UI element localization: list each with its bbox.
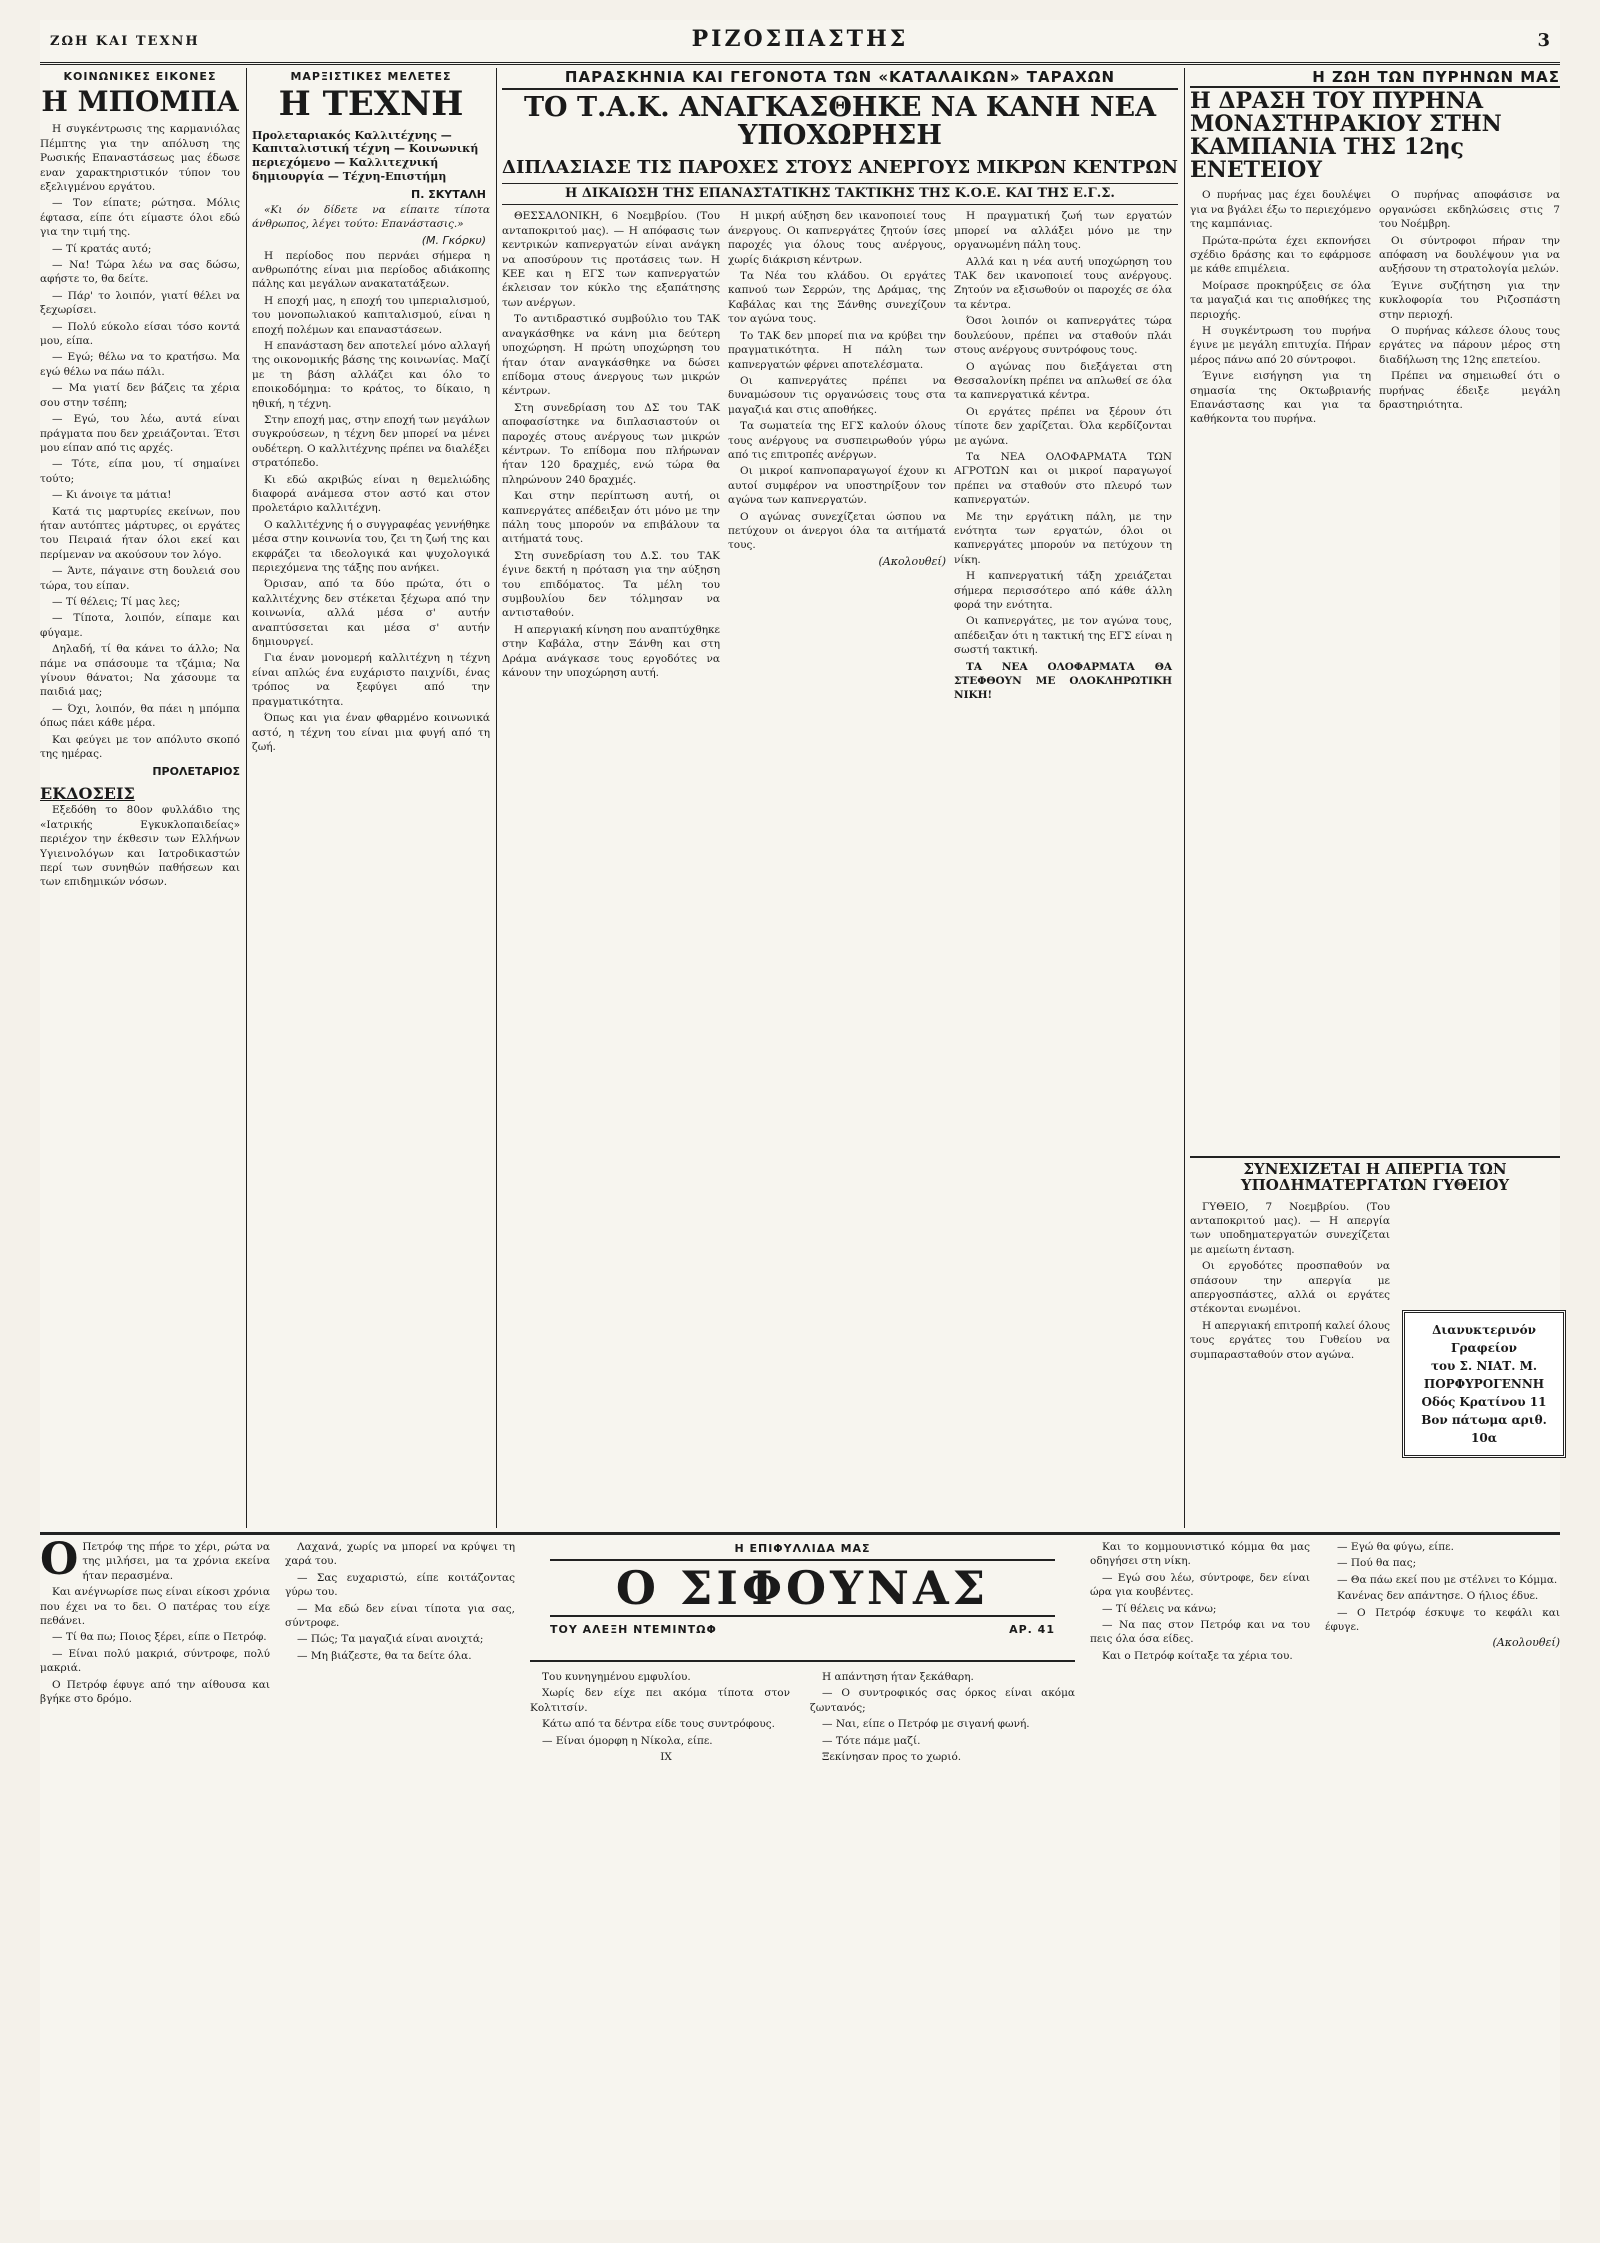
column-rule xyxy=(496,68,497,1528)
advertisement xyxy=(1402,1310,1566,1458)
section-body: Εξεδόθη το 80ον φυλλάδιο της «Ιατρικής Εγκυκλοπαιδείας» περιέχον την έκθεσιν των Ελλήνων Υγιεινολόγων και Ιατροδικαστών περί των συνηθών παθήσεων και των επιδημικών νόσων. xyxy=(40,804,240,889)
column-rule xyxy=(246,68,247,1528)
serial-header xyxy=(530,1540,1075,1662)
column-1 xyxy=(40,68,240,1518)
article-body: Η συγκέντρωσις της καρμανιόλας Πέμπτης για την απόλυση της Ρωσικής Επαναστάσεως μας έδωσε εναν χαρακτηριστικόν τύπον του εξελιγμένου εργάτου. — Τον είπατε; ρώτησα. Μόλις έφτασα, είπε ότι είμαστε όλοι εδώ για την τιμή της. — Τί κρατάς αυτό; — Να! Τώρα λέω να σας δώσω, αφήστε το, θα δείτε. — Πάρ' το λοιπόν, γιατί θέλει να ξεχωρίσει. — Πολύ εύκολο είσαι τόσο κοντά μου, είπα. — Εγώ; θέλω να το κρατήσω. Μα εγώ θέλω να πάω πάλι. — Μα γιατί δεν βάζεις τα χέρια σου στην τσέπη; — Εγώ, του λέω, αυτά είναι πράγματα που δεν χρειάζονται. Έτσι μου είπαν από τις αρχές. — Τότε, είπα μου, τί σημαίνει τούτο; — Κι άνοιγε τα μάτια! Κατά τις μαρτυρίες εκείνων, που ήταν αυτόπτες μάρτυρες, οι εργάτες του Πειραιά ήταν όλοι εκεί και περίμεναν να ακούσουν τον λόγο. — Άντε, πάγαινε στη δουλειά σου τώρα, του είπαν. — Τί θέλεις; Τί μας λες; — Τίποτα, λοιπόν, είπαμε και φύγαμε. Δηλαδή, τί θα κάνει το άλλο; Να πάμε να σπάσουμε τα τζάμια; Να γίνουν θάνατοι; Να χάσουμε τα παιδιά μας; — Όχι, λοιπόν, θα πάει η μπόμπα όπως πάει κάθε μέρα. Και φεύγει με τον απόλυτο σκοπό της ημέρας. xyxy=(40,123,240,761)
serial-title: Ο ΣΙΦΟΥΝΑΣ xyxy=(550,1559,1055,1617)
strap-headline: Η ΖΩΗ ΤΩΝ ΠΥΡΗΝΩΝ ΜΑΣ xyxy=(1190,68,1560,88)
article-body: Ο πυρήνας μας έχει δουλέψει για να βγάλει έξω το περιεχόμενο της καμπάνιας. Πρώτα-πρώτα έχει εκπονήσει σχέδιο δράσης και το εφάρμοσε με κάθε επιμέλεια. Μοίρασε προκηρύξεις σε όλα τα μαγαζιά και τις αποθήκες της περιοχής. Η συγκέντρωση του πυρήνα έγινε με μεγάλη επιτυχία. Πήραν μέρος πάνω από 20 σύντροφοι. Έγινε εισήγηση για τη σημασία της Οκτωβριανής Επανάστασης και για τα καθήκοντα του πυρήνα. xyxy=(1190,189,1371,426)
article-title: ΣΥΝΕΧΙΖΕΤΑΙ Η ΑΠΕΡΓΙΑ ΤΩΝ ΥΠΟΔΗΜΑΤΕΡΓΑΤΩΝ ΓΥΘΕΙΟΥ xyxy=(1240,1160,1510,1194)
section-label: ΖΩΗ ΚΑΙ ΤΕΧΝΗ xyxy=(50,34,200,49)
quote: «Κι όν δίδετε να είπαιτε τίποτα άνθρωπος, λέγει τούτο: Επανάστασις.» xyxy=(252,203,490,231)
article-body: Η πραγματική ζωή των εργατών μπορεί να αλλάξει μόνο με την οργανωμένη πάλη τους. Αλλά και η νέα αυτή υποχώρηση του ΤΑΚ δεν ικανοποιεί τους ανέργους. Ζητούν να εξισωθούν οι παροχές σε όλα τα κέντρα. Όσοι λοιπόν οι καπνεργάτες τώρα δουλεύουν, πρέπει να σταθούν πλάι στους ανέργους συντρόφους τους. Ο αγώνας που διεξάγεται στη Θεσσαλονίκη πρέπει να απλωθεί σε όλα τα καπνεργατικά κέντρα. Οι εργάτες πρέπει να ξέρουν ότι τίποτε δεν χαρίζεται. Όλα κερδίζονται με αγώνα. Τα ΝΕΑ ΟΛΟΦΑΡΜΑΤΑ ΤΩΝ ΑΓΡΟΤΩΝ και οι μικροί παραγωγοί πρέπει να σταθούν στο πλευρό των καπνεργατών. Με την εργάτικη πάλη, με την ενότητα των εργατών, όλοι οι καπνεργάτες μπορούν να πετύχουν τη νίκη. Η καπνεργατική τάξη χρειάζεται σήμερα περισσότερο από κάθε άλλη φορά την ενότητα. Οι καπνεργάτες, με τον αγώνα τους, απέδειξαν ότι η τακτική της ΕΓΣ είναι η σωστή τακτική. ΤΑ ΝΕΑ ΟΛΟΦΑΡΜΑΤΑ ΘΑ ΣΤΕΦΘΟΥΝ ΜΕ ΟΛΟΚΛΗΡΩΤΙΚΗ ΝΙΚΗ! xyxy=(954,210,1172,702)
article-title: Η ΔΡΑΣΗ ΤΟΥ ΠΥΡΗΝΑ ΜΟΝΑΣΤΗΡΑΚΙΟΥ ΣΤΗΝ ΚΑΜΠΑΝΙΑ ΤΗΣ 12ης ΕΝΕΤΕΙΟΥ xyxy=(1190,88,1502,184)
drop-cap: Ο xyxy=(40,1540,79,1585)
lead-story xyxy=(502,68,1178,1518)
article-body: Η περίοδος που περνάει σήμερα η ανθρωπότης είναι μια περίοδος αδιάκοπης πάλης και μεγάλων ανακατατάξεων. Η εποχή μας, η εποχή του ιμπεριαλισμού, του μονοπωλιακού καπιταλισμού, είναι η εποχή πολέμων και επαναστάσεων. Η επανάσταση δεν αποτελεί μόνο αλλαγή της οικονομικής βάσης της κοινωνίας. Μαζί με τη βάση αλλάζει και όλο το εποικοδόμημα: το κράτος, το δίκαιο, η ηθική, η τέχνη. Στην εποχή μας, στην εποχή των μεγάλων συγκρούσεων, η τέχνη δεν μπορεί να μένει ουδέτερη. Ο καλλιτέχνης πρέπει να διαλέξει στρατόπεδο. Κι εδώ ακριβώς είναι η θεμελιώδης διαφορά ανάμεσα στον αστό και στον προλετάριο καλλιτέχνη. Ο καλλιτέχνης ή ο συγγραφέας γεννήθηκε μέσα στην κοινωνία του, ζει τη ζωή της και εκφράζει τα ιδεολογικά και ψυχολογικά περιεχόμενα της τάξης που ανήκει. Όρισαν, από τα δύο πρώτα, ότι ο καλλιτέχνης δεν στέκεται ξέχωρα από την κοινωνία, αλλά μέσα σ' αυτήν αναπτύσσεται και μέσα σ' αυτήν δημιουργεί. Για έναν μονομερή καλλιτέχνη η τέχνη είναι απλώς ένα ευχάριστο παιχνίδι, ένας τρόπος να ξεφύγει από την πραγματικότητα. Όπως και για έναν φθαρμένο κοινωνικά αστό, η τέχνη του είναι μια φυγή από τη ζωή. xyxy=(252,249,490,753)
page-number: 3 xyxy=(1537,30,1550,51)
continued-note: (Ακολουθεί) xyxy=(1492,1636,1560,1650)
section-rule xyxy=(40,1532,1560,1535)
column-6 xyxy=(1190,68,1560,1148)
kicker: ΚΟΙΝΩΝΙΚΕΣ ΕΙΚΟΝΕΣ xyxy=(63,70,217,83)
article-title: Η ΜΠΟΜΠΑ xyxy=(41,85,239,118)
article-title: Η ΤΕΧΝΗ xyxy=(278,84,464,124)
serial-number: ΑΡ. 41 xyxy=(1009,1623,1055,1636)
article-body: ΘΕΣΣΑΛΟΝΙΚΗ, 6 Νοεμβρίου. (Του ανταποκριτού μας). — Η απόφασις των κεντρικών καπνεργατών είναι ανάγκη να αποσύρουν τις προτάσεις των. Η ΚΕΕ και η ΕΓΣ των καπνεργατών έκλεισαν τον κύκλο της εξαπάτησης των ανέργων. Το αντιδραστικό συμβούλιο του ΤΑΚ αναγκάσθηκε να κάνη μια δεύτερη υποχώρηση. Η πρώτη υποχώρηση του ήταν όταν αναγκάσθηκε να δώσει επίδομα στους άνεργους των μικρών κέντρων. Στη συνεδρίαση του ΔΣ του ΤΑΚ αποφασίστηκε να διπλασιαστούν οι παροχές στους ανέργους των μικρών κέντρων. Το επίδομα που πλήρωναν ήταν 120 δραχμές, ενώ τώρα θα πληρώνουν 240 δραχμές. Και στην περίπτωση αυτή, οι καπνεργάτες απέδειξαν ότι μόνο με την πάλη τους μπορούν να επιβάλουν τα αιτήματά τους. Στη συνεδρίαση του Δ.Σ. του ΤΑΚ έγινε δεκτή η πρόταση για την αύξηση του επιδόματος. Τα μέλη του συμβουλίου δεν τόλμησαν να αντισταθούν. Η απεργιακή κίνηση που αναπτύχθηκε στην Καβάλα, στην Ξάνθη και στη Δράμα ανάγκασε τους εργοδότες να κάνουν την υποχώρηση αυτή. xyxy=(502,210,720,680)
column-2 xyxy=(252,68,490,1518)
section-title: ΕΚΔΟΣΕΙΣ xyxy=(40,784,135,804)
ad-line: Διανυκτερινόν Γραφείον xyxy=(1432,1323,1536,1355)
serial-column: — Εγώ θα φύγω, είπε. — Πού θα πας; — Θα πάω εκεί που με στέλνει το Κόμμα. Κανένας δεν απάντησε. Ο ήλιος έδυε. — Ο Πετρόφ έσκυψε το κεφάλι και έφυγε. (Ακολουθεί) xyxy=(1325,1541,1560,1650)
signature: ΠΡΟΛΕΤΑΡΙΟΣ xyxy=(152,765,240,779)
quote-attribution: (Μ. Γκόρκυ) xyxy=(421,233,486,247)
masthead xyxy=(40,20,1560,65)
article-body: ΓΥΘΕΙΟ, 7 Νοεμβρίου. (Του ανταποκριτού μας). — Η απεργία των υποδηματεργατών συνεχίζεται με αμείωτη ένταση. Οι εργοδότες προσπαθούν να σπάσουν την απεργία με απεργοσπάστες, αλλά οι εργάτες στέκονται ενωμένοι. Η απεργιακή επιτροπή καλεί όλους τους εργάτες του Γυθείου να συμπαρασταθούν στον αγώνα. xyxy=(1190,1200,1390,1361)
article-body: Ο πυρήνας αποφάσισε να οργανώσει εκδηλώσεις στις 7 του Νοέμβρη. Οι σύντροφοι πήραν την απόφαση να δουλέψουν για να αυξήσουν τη στρατολογία μελών. Έγινε συζήτηση για την κυκλοφορία του Ριζοσπάστη στην περιοχή. Ο πυρήνας κάλεσε όλους τους εργάτες να πάρουν μέρος στη διαδήλωση της 12ης επετείου. Πρέπει να σημειωθεί ότι ο πυρήνας έδειξε μεγάλη δραστηριότητα. xyxy=(1379,189,1560,412)
ad-line: Οδός Κρατίνου 11 xyxy=(1421,1395,1547,1409)
serial-author: ΤΟΥ ΑΛΕΞΗ ΝΤΕΜΙΝΤΩΦ xyxy=(550,1623,717,1636)
continued-note: (Ακολουθεί) xyxy=(878,554,946,568)
author: Π. ΣΚΥΤΑΛΗ xyxy=(411,187,486,201)
serial-kicker: Η ΕΠΙΦΥΛΛΙΔΑ ΜΑΣ xyxy=(734,1542,871,1555)
column-rule xyxy=(1184,68,1185,1528)
article-body: Η μικρή αύξηση δεν ικανοποιεί τους άνεργους. Οι καπνεργάτες ζητούν ίσες παροχές για όλους τους ανέργους, χωρίς διάκριση κέντρων. Τα Νέα του κλάδου. Οι εργάτες καπνού των Σερρών, της Δράμας, της Καβάλας και της Ξάνθης συνεχίζουν τον αγώνα τους. Το ΤΑΚ δεν μπορεί πια να κρύβει την πραγματικότητα. Η πάλη των καπνεργατών φέρνει αποτελέσματα. Οι καπνεργάτες πρέπει να δυναμώσουν τις οργανώσεις τους στα μαγαζιά και στις αποθήκες. Τα σωματεία της ΕΓΣ καλούν όλους τους ανέργους να συσπειρωθούν γύρω από τις επιτροπές ανέργων. Οι μικροί καπνοπαραγωγοί έχουν κι αυτοί συμφέρον να υποστηρίξουν τον αγώνα των καπνεργατών. Ο αγώνας συνεχίζεται ώσπου να πετύχουν οι άνεργοι όλα τα αιτήματά τους. (Ακολουθεί) xyxy=(728,210,946,568)
serial-column: Και το κομμουνιστικό κόμμα θα μας οδηγήσει στη νίκη. — Εγώ σου λέω, σύντροφε, δεν είναι ώρα για κουβέντες. — Τί θέλεις να κάνω; — Να πας στον Πετρόφ και να του πεις όλα όσα είδες. Και ο Πετρόφ κοίταξε τα χέρια του. xyxy=(1090,1541,1310,1662)
serial-section xyxy=(40,1540,1560,2220)
newspaper-page xyxy=(40,20,1560,2220)
newspaper-title: ΡΙΖΟΣΠΑΣΤΗΣ xyxy=(691,26,909,52)
serial-column: Η απάντηση ήταν ξεκάθαρη. — Ο συντροφικός σας όρκος είναι ακόμα ζωντανός; — Ναι, είπε ο Πετρόφ με σιγανή φωνή. — Τότε πάμε μαζί. Ξεκίνησαν προς το χωριό. xyxy=(810,1671,1075,1764)
article-deck: Η ΔΙΚΑΙΩΣΗ ΤΗΣ ΕΠΑΝΑΣΤΑΤΙΚΗΣ ΤΑΚΤΙΚΗΣ ΤΗΣ Κ.Ο.Ε. ΚΑΙ ΤΗΣ Ε.Γ.Σ. xyxy=(502,183,1178,205)
ad-line: Βον πάτωμα αριθ. 10α xyxy=(1421,1413,1547,1445)
serial-column: Ο Πετρόφ της πήρε το χέρι, ρώτα να της μιλήσει, μα τα χρόνια εκείνα ήταν περασμένα. Και ανέγνωρίσε πως είναι είκοσι χρόνια που έχει να το δει. Ο πατέρας του είχε πεθάνει. — Τί θα πω; Ποιος ξέρει, είπε ο Πετρόφ. — Είναι πολύ μακριά, σύντροφε, πολύ μακριά. Ο Πετρόφ έφυγε από την αίθουσα και βγήκε στο δρόμο. xyxy=(40,1540,270,1706)
article-title: ΤΟ Τ.Α.Κ. ΑΝΑΓΚΑΣΘΗΚΕ ΝΑ ΚΑΝΗ ΝΕΑ ΥΠΟΧΩΡΗΣΗ xyxy=(502,88,1178,151)
article-subtitle: ΔΙΠΛΑΣΙΑΣΕ ΤΙΣ ΠΑΡΟΧΕΣ ΣΤΟΥΣ ΑΝΕΡΓΟΥΣ ΜΙΚΡΩΝ ΚΕΝΤΡΩΝ xyxy=(502,156,1178,178)
serial-column: Του κυνηγημένου εμφυλίου. Χωρίς δεν είχε πει ακόμα τίποτα στον Κολτιτσίν. Κάτω από τα δέντρα είδε τους συντρόφους. — Είναι όμορφη η Νίκολα, είπε. IX xyxy=(530,1671,790,1764)
serial-column: Λαχανά, χωρίς να μπορεί να κρύψει τη χαρά του. — Σας ευχαριστώ, είπε κοιτάζοντας γύρω του. — Μα εδώ δεν είναι τίποτα για σας, σύντροφε. — Πώς; Τα μαγαζιά είναι ανοιχτά; — Μη βιάζεστε, θα τα δείτε όλα. xyxy=(285,1541,515,1662)
ad-line: του Σ. ΝΙΑΤ. Μ. ΠΟΡΦΥΡΟΓΕΝΝΗ xyxy=(1423,1359,1545,1391)
kicker: ΜΑΡΞΙΣΤΙΚΕΣ ΜΕΛΕΤΕΣ xyxy=(290,70,452,83)
strap-headline: ΠΑΡΑΣΚΗΝΙΑ ΚΑΙ ΓΕΓΟΝΟΤΑ ΤΩΝ «ΚΑΤΑΛΑΙΚΩΝ» ΤΑΡΑΧΩΝ xyxy=(564,68,1116,86)
article-summary: Προλεταριακός Καλλιτέχνης — Καπιταλιστική τέχνη — Κοινωνική περιεχόμενο — Καλλιτεχνική δημιουργία — Τέχνη-Επιστήμη xyxy=(252,128,479,183)
